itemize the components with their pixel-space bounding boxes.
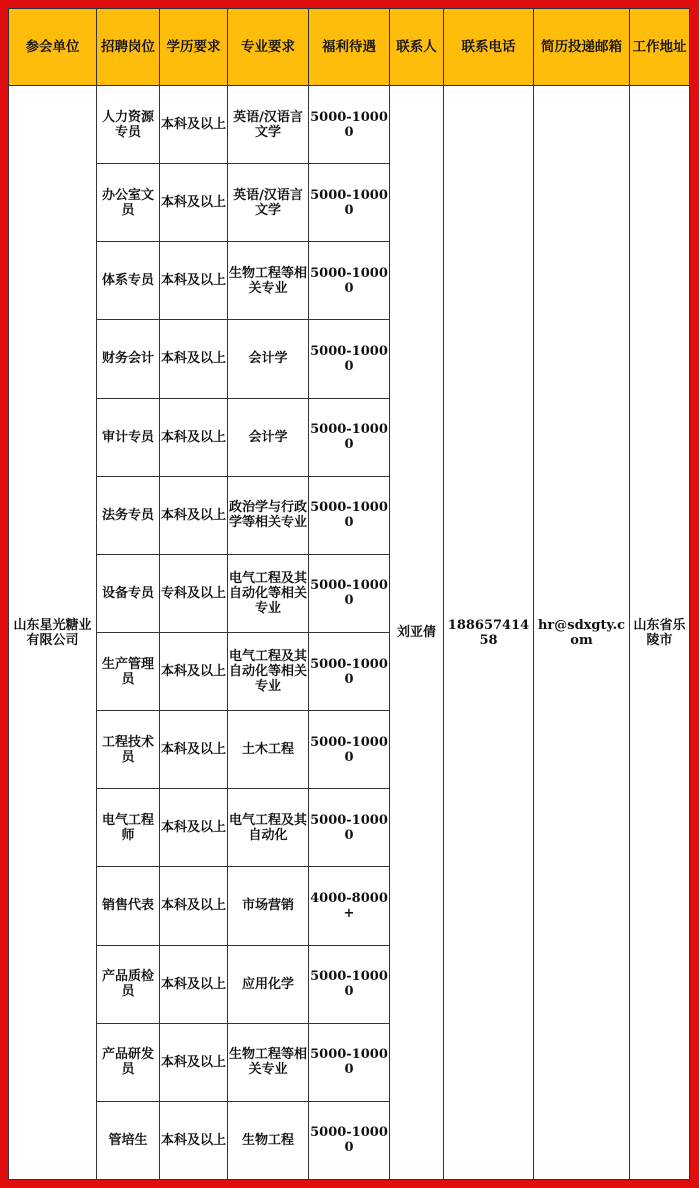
education-cell: 本科及以上 — [160, 164, 228, 242]
major-cell: 市场营销 — [228, 867, 309, 945]
education-cell: 本科及以上 — [160, 1101, 228, 1179]
salary-cell: 5000-10000 — [309, 1023, 390, 1101]
major-cell: 生物工程等相关专业 — [228, 1023, 309, 1101]
education-cell: 本科及以上 — [160, 86, 228, 164]
recruitment-table — [8, 8, 690, 1180]
position-cell: 办公室文员 — [97, 164, 160, 242]
salary-cell: 5000-10000 — [309, 554, 390, 632]
position-cell: 人力资源专员 — [97, 86, 160, 164]
education-cell: 本科及以上 — [160, 711, 228, 789]
major-cell: 应用化学 — [228, 945, 309, 1023]
education-cell: 本科及以上 — [160, 945, 228, 1023]
salary-cell: 5000-10000 — [309, 86, 390, 164]
salary-cell: 5000-10000 — [309, 398, 390, 476]
education-cell: 本科及以上 — [160, 476, 228, 554]
position-cell: 审计专员 — [97, 398, 160, 476]
major-cell: 会计学 — [228, 320, 309, 398]
position-cell: 管培生 — [97, 1101, 160, 1179]
phone-cell: 18865741458 — [444, 86, 534, 1180]
salary-cell: 4000-8000+ — [309, 867, 390, 945]
education-cell: 本科及以上 — [160, 398, 228, 476]
header-email: 简历投递邮箱 — [534, 9, 630, 86]
position-cell: 生产管理员 — [97, 632, 160, 710]
recruitment-table-frame — [8, 8, 689, 1180]
position-cell: 产品研发员 — [97, 1023, 160, 1101]
email-cell: hr@sdxgty.com — [534, 86, 630, 1180]
education-cell: 本科及以上 — [160, 632, 228, 710]
salary-cell: 5000-10000 — [309, 789, 390, 867]
salary-cell: 5000-10000 — [309, 945, 390, 1023]
header-row — [9, 9, 690, 86]
salary-cell: 5000-10000 — [309, 632, 390, 710]
salary-cell: 5000-10000 — [309, 164, 390, 242]
major-cell: 生物工程 — [228, 1101, 309, 1179]
position-cell: 工程技术员 — [97, 711, 160, 789]
address-cell: 山东省乐陵市 — [630, 86, 690, 1180]
header-company: 参会单位 — [9, 9, 97, 86]
education-cell: 本科及以上 — [160, 867, 228, 945]
education-cell: 专科及以上 — [160, 554, 228, 632]
major-cell: 电气工程及其自动化等相关专业 — [228, 554, 309, 632]
table-row — [9, 86, 690, 164]
salary-cell: 5000-10000 — [309, 320, 390, 398]
major-cell: 政治学与行政学等相关专业 — [228, 476, 309, 554]
salary-cell: 5000-10000 — [309, 1101, 390, 1179]
salary-cell: 5000-10000 — [309, 711, 390, 789]
salary-cell: 5000-10000 — [309, 242, 390, 320]
major-cell: 英语/汉语言文学 — [228, 86, 309, 164]
position-cell: 销售代表 — [97, 867, 160, 945]
major-cell: 土木工程 — [228, 711, 309, 789]
bottom-border — [0, 1180, 699, 1188]
header-salary: 福利待遇 — [309, 9, 390, 86]
major-cell: 电气工程及其自动化 — [228, 789, 309, 867]
company-cell: 山东星光糖业有限公司 — [9, 86, 97, 1180]
header-contact-person: 联系人 — [390, 9, 444, 86]
position-cell: 产品质检员 — [97, 945, 160, 1023]
education-cell: 本科及以上 — [160, 1023, 228, 1101]
header-position: 招聘岗位 — [97, 9, 160, 86]
position-cell: 法务专员 — [97, 476, 160, 554]
position-cell: 电气工程师 — [97, 789, 160, 867]
major-cell: 会计学 — [228, 398, 309, 476]
salary-cell: 5000-10000 — [309, 476, 390, 554]
education-cell: 本科及以上 — [160, 242, 228, 320]
position-cell: 设备专员 — [97, 554, 160, 632]
header-phone: 联系电话 — [444, 9, 534, 86]
major-cell: 英语/汉语言文学 — [228, 164, 309, 242]
education-cell: 本科及以上 — [160, 320, 228, 398]
header-major: 专业要求 — [228, 9, 309, 86]
major-cell: 生物工程等相关专业 — [228, 242, 309, 320]
education-cell: 本科及以上 — [160, 789, 228, 867]
major-cell: 电气工程及其自动化等相关专业 — [228, 632, 309, 710]
header-education: 学历要求 — [160, 9, 228, 86]
position-cell: 体系专员 — [97, 242, 160, 320]
contact-person-cell: 刘亚倩 — [390, 86, 444, 1180]
position-cell: 财务会计 — [97, 320, 160, 398]
header-address: 工作地址 — [630, 9, 690, 86]
